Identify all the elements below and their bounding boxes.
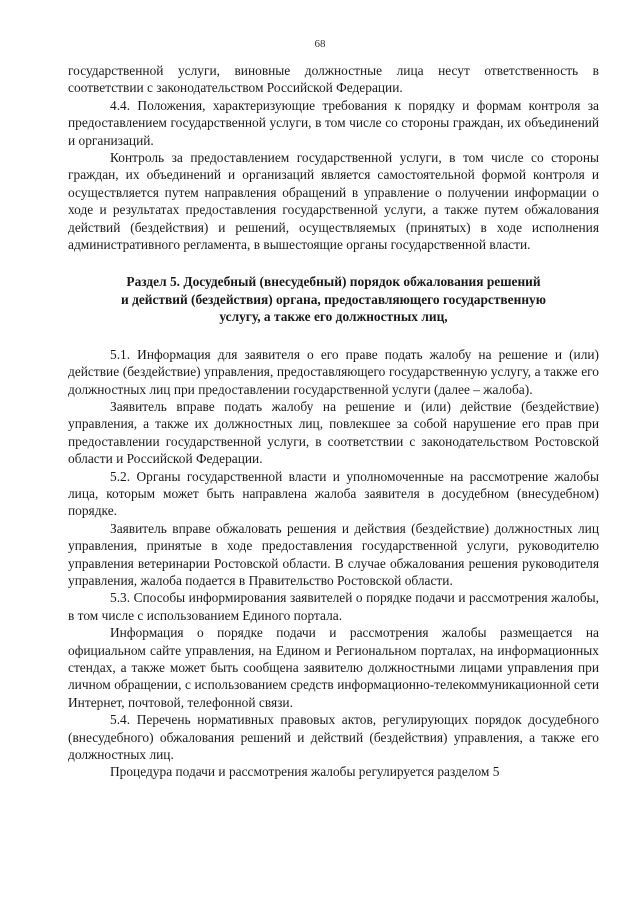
section-heading-line: Раздел 5. Досудебный (внесудебный) порядок обжалования решений [126, 274, 541, 290]
document-body [68, 62, 599, 781]
paragraph: 5.2. Органы государственной власти и уполномоченные на рассмотрение жалобы лица, которым может быть направлена жалоба заявителя в досудебном (внесудебном) порядке. [68, 468, 599, 519]
section-heading-line: услугу, а также его должностных лиц, [219, 309, 448, 325]
paragraph: государственной услуги, виновные должностные лица несут ответственность в соответствии с законодательством Российской Федерации. [68, 63, 599, 96]
paragraph: Заявитель вправе обжаловать решения и действия (бездействие) должностных лиц управления, принятые в ходе предоставления государственной услуги, руководителю управления ветеринарии Ростовской области. В случае обжалования решения руководителя управления, жалоба подается в Правительство Ростовской области. [68, 520, 599, 588]
paragraph: 5.3. Способы информирования заявителей о порядке подачи и рассмотрения жалобы, в том числе с использованием Единого портала. [68, 590, 599, 623]
paragraph: Заявитель вправе подать жалобу на решение и (или) действие (бездействие) управления, а также их должностных лиц, повлекшее за собой нарушение его прав при предоставлении государственной услуги, в соответствии с законодательством Ростовской области и Российской Федерации. [68, 398, 599, 467]
paragraph: Информация о порядке подачи и рассмотрения жалобы размещается на официальном сайте управления, на Едином и Региональном порталах, на информационных стендах, а также может быть сообщена заявителю должностными лицами управления при личном обращении, с использованием средств информационно-телекоммуникационной сети Интернет, почтовой, телефонной связи. [68, 625, 599, 710]
paragraph: Процедура подачи и рассмотрения жалобы регулируется разделом 5 [110, 764, 500, 780]
section-heading-line: и действий (бездействия) органа, предоставляющего государственную [121, 291, 546, 307]
page-number: 68 [314, 38, 326, 50]
paragraph: 4.4. Положения, характеризующие требования к порядку и формам контроля за предоставлением государственной услуги, в том числе со стороны граждан, их объединений и организаций. [68, 97, 599, 148]
section-heading [68, 273, 599, 325]
paragraph: 5.1. Информация для заявителя о его праве подать жалобу на решение и (или) действие (бездействие) управления, предоставляющего государственную услугу, а также его должностных лиц при предоставлении государственной услуги (далее – жалоба). [68, 346, 599, 397]
paragraph: Контроль за предоставлением государственной услуги, в том числе со стороны граждан, их объединений и организаций является самостоятельной формой контроля и осуществляется путем направления обращений в управление о получении информации о ходе и результатах предоставления государственной услуги, а также путем обжалования действий (бездействия) и решений, осуществляемых (принятых) в ходе исполнения административного регламента, в вышестоящие органы государственной власти. [68, 150, 599, 253]
paragraph: 5.4. Перечень нормативных правовых актов, регулирующих порядок досудебного (внесудебного) обжалования решений и действий (бездействия) управления, а также его должностных лиц. [68, 712, 599, 763]
